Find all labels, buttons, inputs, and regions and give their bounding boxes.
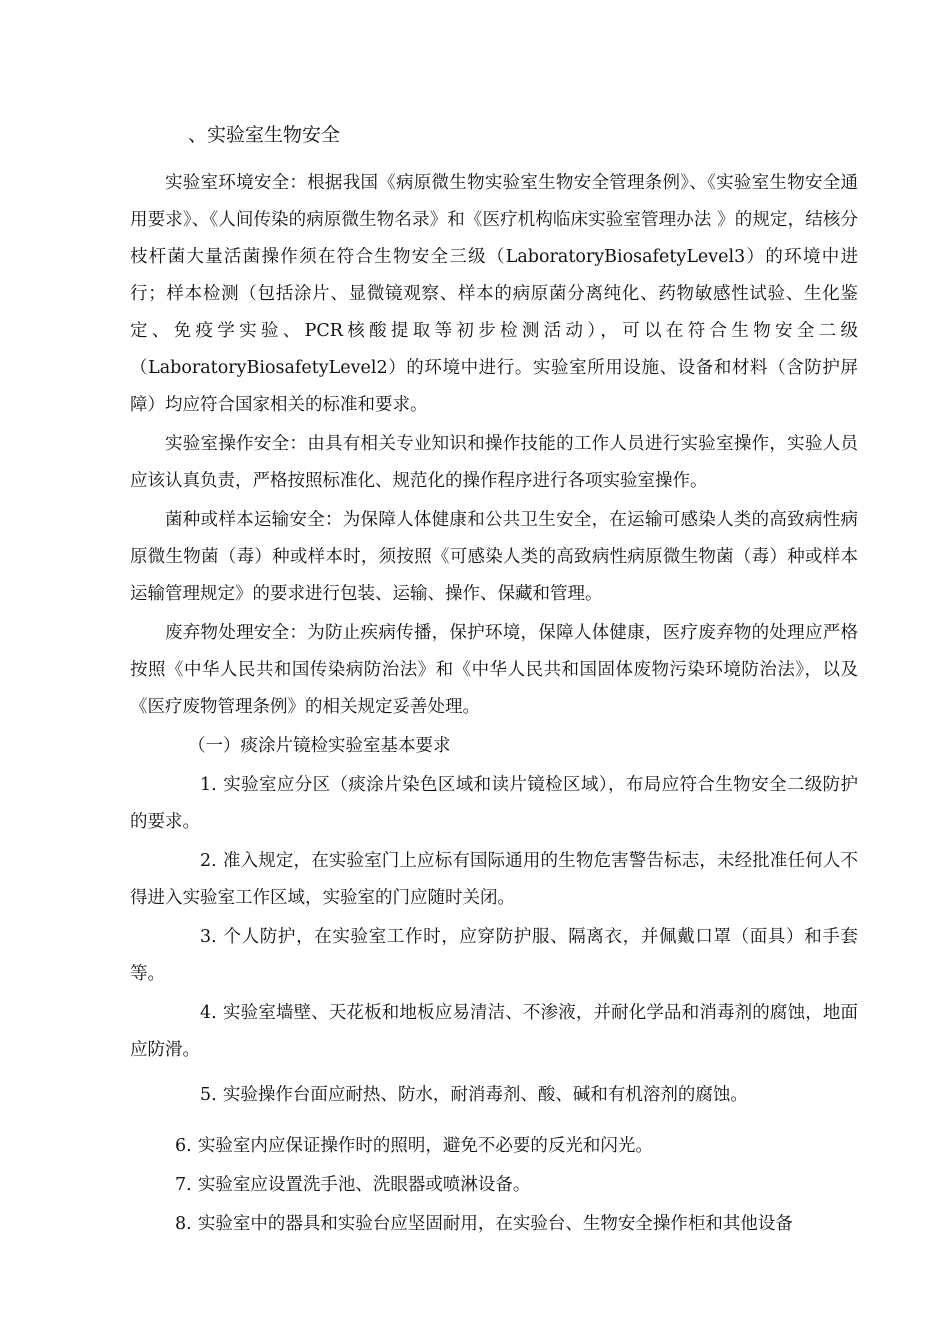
list-item-text: 实验室应设置洗手池、洗眼器或喷淋设备。: [197, 1175, 531, 1195]
list-item-6: [130, 1128, 858, 1165]
list-item-text: 实验室应分区（痰涂片染色区域和读片镜检区域），布局应符合生物安全二级防护的要求。: [130, 775, 858, 832]
paragraph-transport-safety: 菌种或样本运输安全：为保障人体健康和公共卫生安全，在运输可感染人类的高致病性病原微生物菌（毒）种或样本时，须按照《可感染人类的高致病性病原微生物菌（毒）种或样本运输管理规定》的要求进行包装、运输、操作、保藏和管理。: [130, 510, 858, 604]
paragraph-waste-safety: 废弃物处理安全：为防止疾病传播，保护环境，保障人体健康，医疗废弃物的处理应严格按照《中华人民共和国传染病防治法》和《中华人民共和国固体废物污染环境防治法》，以及《医疗废物管理条例》的相关规定妥善处理。: [130, 623, 858, 717]
list-item-text: 实验室内应保证操作时的照明，避免不必要的反光和闪光。: [197, 1136, 653, 1156]
list-item-1: [130, 767, 858, 841]
list-item-8: [130, 1206, 858, 1243]
list-item-number: 6.: [175, 1136, 192, 1156]
paragraph-operation-safety: 实验室操作安全：由具有相关专业知识和操作技能的工作人员进行实验室操作，实验人员应该认真负责，严格按照标准化、规范化的操作程序进行各项实验室操作。: [130, 434, 858, 491]
section-heading: 、实验室生物安全: [188, 124, 341, 146]
list-item-number: 3.: [200, 927, 217, 947]
list-item-text: 实验室墙壁、天花板和地板应易清洁、不渗液，并耐化学品和消毒剂的腐蚀，地面应防滑。: [130, 1003, 858, 1060]
list-item-text: 准入规定，在实验室门上应标有国际通用的生物危害警告标志，未经批准任何人不得进入实验室工作区域，实验室的门应随时关闭。: [130, 851, 858, 908]
list-item-number: 8.: [175, 1214, 192, 1234]
list-item-text: 个人防护，在实验室工作时，应穿防护服、隔离衣，并佩戴口罩（面具）和手套等。: [130, 927, 858, 984]
list-item-text: 实验操作台面应耐热、防水，耐消毒剂、酸、碱和有机溶剂的腐蚀。: [222, 1085, 748, 1105]
list-item-number: 7.: [175, 1175, 192, 1195]
paragraph-environment-safety: 实验室环境安全：根据我国《病原微生物实验室生物安全管理条例》、《实验室生物安全通用要求》、《人间传染的病原微生物名录》和《医疗机构临床实验室管理办法 》的规定，结核分枝杆菌大量活菌操作须在符合生物安全三级（LaboratoryBiosafetyLevel3）的环境中进行；样本检测（包括涂片、显微镜观察、样本的病原菌分离纯化、药物敏感性试验、生化鉴定、免疫学实验、PCR核酸提取等初步检测活动），可以在符合生物安全二级（LaboratoryBiosafetyLevel2）的环境中进行。实验室所用设施、设备和材料（含防护屏障）均应符合国家相关的标准和要求。: [130, 173, 858, 415]
list-item-text: 实验室中的器具和实验台应坚固耐用，在实验台、生物安全操作柜和其他设备: [197, 1214, 793, 1234]
subsection-heading: （一）痰涂片镜检实验室基本要求: [188, 736, 451, 756]
list-item-number: 1.: [200, 775, 217, 795]
list-item-2: [130, 843, 858, 917]
list-item-number: 5.: [200, 1085, 217, 1105]
list-item-number: 4.: [200, 1003, 217, 1023]
list-item-number: 2.: [200, 851, 217, 871]
list-item-5: [130, 1077, 858, 1114]
list-item-3: [130, 919, 858, 993]
document-body: [130, 118, 858, 1245]
list-item-7: [130, 1167, 858, 1204]
list-item-4: [130, 995, 858, 1069]
